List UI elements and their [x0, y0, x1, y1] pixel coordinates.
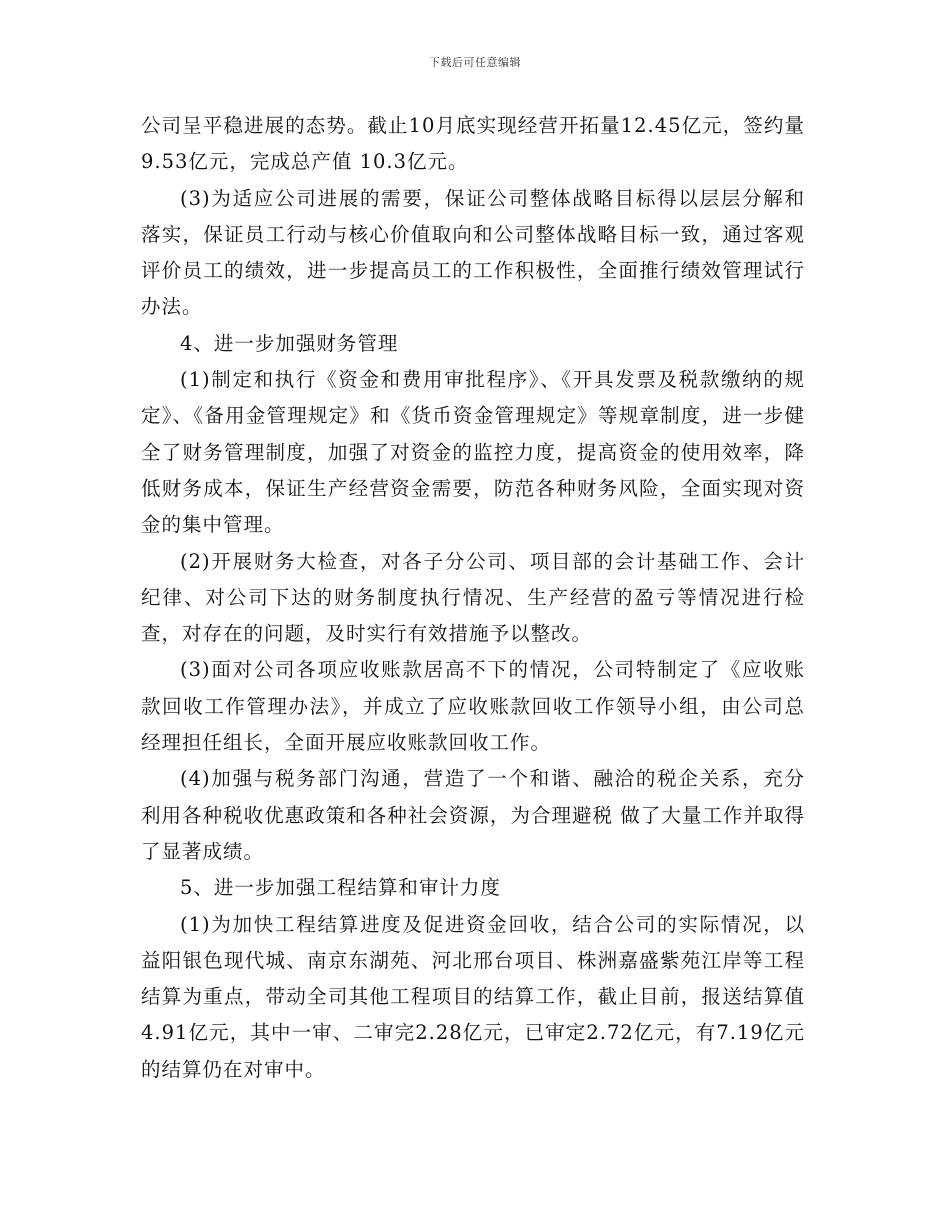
page-header: 下载后可任意编辑 — [429, 56, 521, 69]
paragraph-tax-relations: (4)加强与税务部门沟通，营造了一个和谐、融洽的税企关系，充分利用各种税收优惠政策和各种社会资源，为合理避税 做了大量工作并取得了显著成绩。 — [141, 767, 805, 863]
section-heading-settlement-audit: 5、进一步加强工程结算和审计力度 — [180, 876, 501, 900]
section-heading-finance: 4、进一步加强财务管理 — [180, 331, 399, 355]
document-body — [141, 108, 805, 1088]
paragraph-performance-management: (3)为适应公司进展的需要，保证公司整体战略目标得以层层分解和落实，保证员工行动与核心价值取向和公司整体战略目标一致，通过客观评价员工的绩效，进一步提高员工的工作积极性，全面推行绩效管理试行办法。 — [141, 186, 805, 319]
paragraph-receivables: (3)面对公司各项应收账款居高不下的情况，公司特制定了《应收账款回收工作管理办法》，并成立了应收账款回收工作领导小组，由公司总经理担任组长，全面开展应收账款回收工作。 — [141, 658, 805, 755]
paragraph-settlement: (1)为加快工程结算进度及促进资金回收，结合公司的实际情况，以益阳银色现代城、南京东湖苑、河北邢台项目、株洲嘉盛紫苑江岸等工程结算为重点，带动全司其他工程项目的结算工作，截止目前，报送结算值4.91亿元，其中一审、二审完2.28亿元，已审定2.72亿元，有7.19亿元的结算仍在对审中。 — [141, 912, 805, 1081]
paragraph-finance-inspection: (2)开展财务大检查，对各子分公司、项目部的会计基础工作、会计纪律、对公司下达的财务制度执行情况、生产经营的盈亏等情况进行检查，对存在的问题，及时实行有效措施予以整改。 — [141, 549, 805, 646]
paragraph-continuation: 公司呈平稳进展的态势。截止10月底实现经营开拓量12.45亿元，签约量9.53亿元，完成总产值 10.3亿元。 — [141, 114, 805, 174]
paragraph-finance-rules: (1)制定和执行《资金和费用审批程序》、《开具发票及税款缴纳的规定》、《备用金管理规定》和《货币资金管理规定》等规章制度，进一步健全了财务管理制度，加强了对资金的监控力度，提高资金的使用效率，降低财务成本，保证生产经营资金需要，防范各种财务风险，全面实现对资金的集中管理。 — [141, 368, 805, 537]
